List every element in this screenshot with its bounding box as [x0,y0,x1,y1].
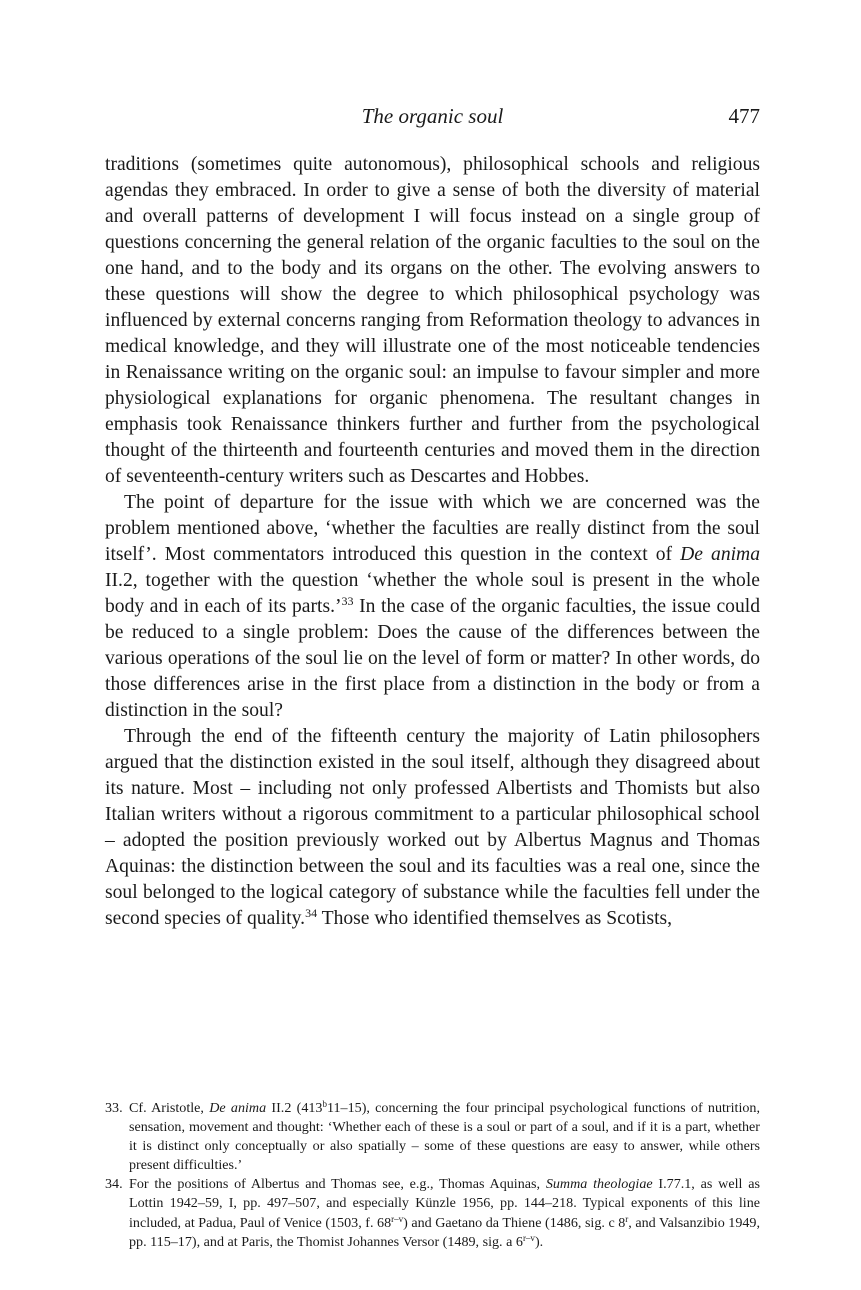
footnote-number: 33. [105,1100,123,1116]
footnote-number: 34. [105,1176,123,1193]
paragraph-2 [105,490,760,724]
footnote-text: For the positions of Albertus and Thomas see, e.g., Thomas Aquinas, [129,1176,546,1193]
footnotes [105,1099,760,1252]
footnote-text: ) and Gaetano da Thiene (1486, sig. c 8 [403,1214,626,1231]
footnote-33 [105,1099,760,1175]
footnote-34 [105,1175,760,1251]
superscript: r–v [522,1232,535,1243]
footnote-text: , and Valsanzibio 1949, pp. 115–17), and at Paris, the Thomist Johannes Versor (1489, sig. a 6 [129,1214,760,1250]
footnote-ref-33: 33 [341,594,354,608]
work-title: De anima [209,1100,267,1116]
footnote-text: II.2 (413 [266,1100,323,1116]
footnote-text: 11–15), concerning the four principal psychological functions of nutrition, sensation, movement and thought: ‘Whether each of these is a soul or part of a soul, and if it is a part, whether it is distinct only conceptually or also spatially – some of these questions are easy to answer, while others present difficulties.’ [129,1100,760,1174]
paragraph-3-text-c: Those who identified themselves as Scotists, [317,908,673,929]
footnote-text: I.77.1, as well as Lottin 1942–59, I, pp. 497–507, and especially Künzle 1956, pp. 144–218. Typical exponents of this line included, at Padua, Paul of Venice (1503, f. 68 [129,1176,760,1231]
body-text [105,152,760,932]
paragraph-3-text-a: Through the end of the fifteenth century the majority of Latin philosophers argued that the distinction existed in the soul itself, although they disagreed about its nature. Most – including not only professed Albertists and Thomists but also Italian writers without a rigorous commitment to a particular philosophical school – adopted the position previously worked out by Albertus Magnus and Thomas Aquinas: the distinction between the soul and its faculties was a real one, since the soul belonged to the logical category of substance while the faculties fell under the second species of quality. [105,726,760,929]
work-title: Summa theologiae [545,1176,653,1193]
paragraph-2-text-c: II.2, together with the question ‘whether the whole soul is present in the whole body and in each of its parts.’ [105,570,760,617]
superscript: r–v [391,1213,404,1224]
superscript: r [625,1213,629,1224]
paragraph-2-text-a: The point of departure for the issue with which we are concerned was the problem mentioned above, ‘whether the faculties are really distinct from the soul itself’. Most commentators introduced this question in the context of [105,492,760,565]
running-head: The organic soul [361,104,504,128]
footnote-text: ). [534,1233,544,1250]
paragraph-1: traditions (sometimes quite autonomous), philosophical schools and religious agendas they embraced. In order to give a sense of both the diversity of material and overall patterns of development I will focus instead on a single group of questions concerning the general relation of the organic faculties to the soul on the one hand, and to the body and its organs on the other. The evolving answers to these questions will show the degree to which philosophical psychology was influenced by external concerns ranging from Reformation theology to advances in medical knowledge, and they will illustrate one of the most noticeable tendencies in Renaissance writing on the organic soul: an impulse to favour simpler and more physiological explanations for organic phenomena. The resultant changes in emphasis took Renaissance thinkers further and further from the psychological thought of the thirteenth and fourteenth centuries and moved them in the direction of seventeenth-century writers such as Descartes and Hobbes. [105,154,760,487]
footnote-ref-34: 34 [305,906,318,920]
paragraph-3 [105,724,760,932]
footnote-text: Cf. Aristotle, [129,1100,210,1116]
superscript: b [322,1099,327,1109]
paragraph-2-text-e: In the case of the organic faculties, the issue could be reduced to a single problem: Does the cause of the differences between the various operations of the soul lie on the level of form or matter? In other words, do those differences arise in the first place from a distinction in the body or from a distinction in the soul? [105,596,760,721]
work-title: De anima [680,544,761,565]
page-header [105,104,760,134]
page-number: 477 [728,104,760,128]
